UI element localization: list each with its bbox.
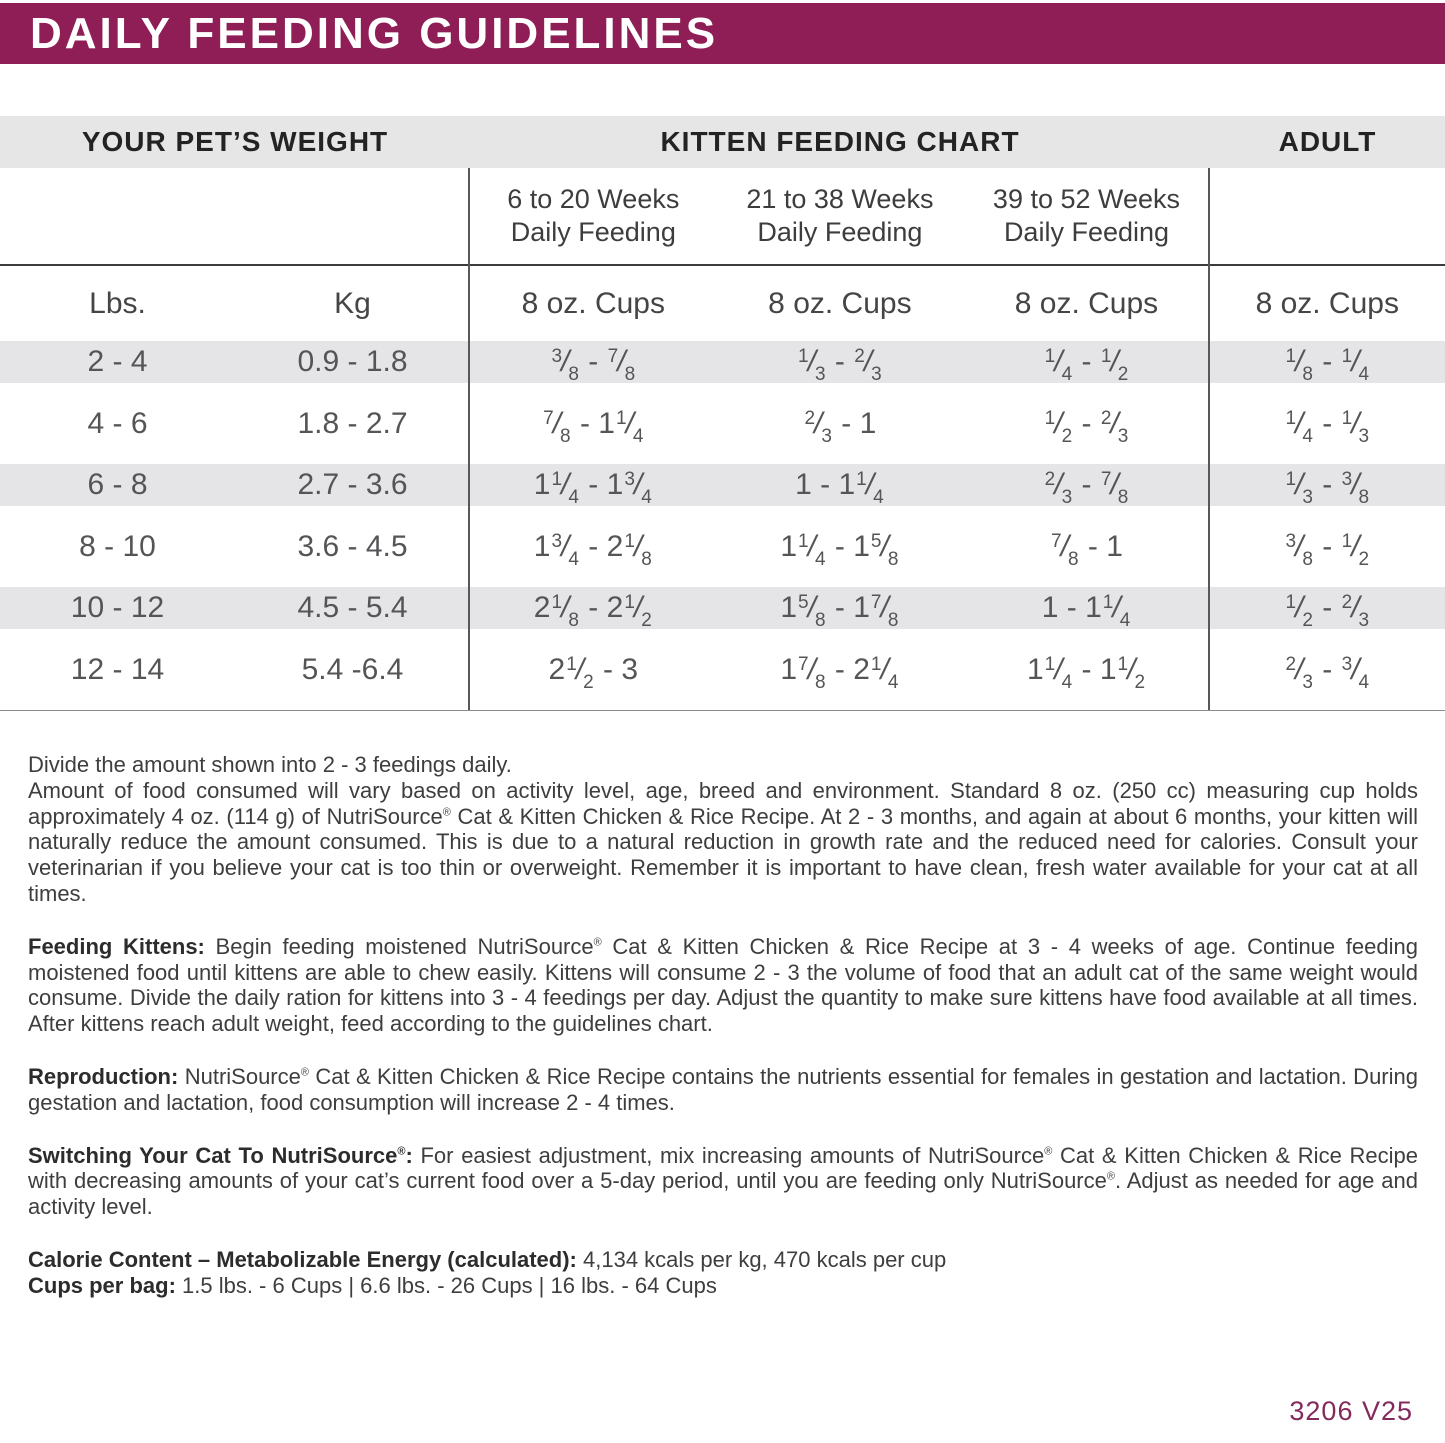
cell-lbs: 6 - 8: [87, 468, 148, 502]
cell-kg: 4.5 - 5.4: [297, 591, 408, 625]
subheader-spacer-left: [0, 168, 470, 264]
subheader-21-38-line2: Daily Feeding: [757, 217, 923, 247]
feeding-guidelines-table: [0, 116, 1445, 712]
unit-cups-6-20: 8 oz. Cups: [521, 286, 665, 320]
cell-kg: 0.9 - 1.8: [297, 345, 408, 378]
paragraph-feeding-kittens: [28, 934, 1418, 1037]
cell-adult: 1/4 - 1/3: [1285, 406, 1370, 447]
table-row: [0, 526, 1445, 588]
label-version-code: 3206 V25: [1289, 1396, 1413, 1426]
note-general-text: Amount of food consumed will vary based on activity level, age, breed and environment. Standard 8 oz. (250 cc) measuring cup holds approximately 4 oz. (114 g) of NutriSource® Cat & Kitten Chicken & Rice Recipe. At 2 - 3 months, and again at about 6 months, your kitten will naturally reduce the amount consumed. This is due to a natural reduction in growth rate and the reduced need for calories. Consult your veterinarian if you believe your cat is too thin or overweight. Remember it is important to have clean, fresh water available for your cat at all times.: [28, 777, 1418, 906]
cell-39-52: 1/4 - 1/2: [1044, 345, 1129, 385]
cell-21-38: 1/3 - 2/3: [798, 345, 882, 385]
table-row: [0, 649, 1445, 711]
table-divider-right: [1208, 168, 1210, 711]
cell-kg: 1.8 - 2.7: [297, 406, 408, 440]
cell-39-52: 2/3 - 7/8: [1044, 468, 1129, 509]
table-unit-row: [0, 264, 1445, 341]
cups-per-bag-value: 1.5 lbs. - 6 Cups | 6.6 lbs. - 26 Cups | 16 lbs. - 64 Cups: [175, 1272, 717, 1298]
cell-6-20: 7/8 - 1 1/4: [543, 406, 644, 447]
cell-adult: 1/2 - 2/3: [1285, 591, 1370, 632]
subheader-39-52-weeks: [963, 168, 1210, 264]
subheader-spacer-right: [1210, 168, 1445, 264]
subheader-6-20-line1: 6 to 20 Weeks: [507, 184, 680, 214]
paragraph-switching: [28, 1143, 1418, 1220]
cell-39-52: 1 - 1 1/4: [1041, 591, 1131, 632]
calorie-content-value: 4,134 kcals per kg, 470 kcals per cup: [576, 1246, 947, 1272]
subheader-6-20-line2: Daily Feeding: [510, 217, 676, 247]
cell-21-38: 2/3 - 1: [804, 406, 877, 447]
cell-21-38: 1 - 1 1/4: [795, 468, 884, 509]
cell-adult: 1/8 - 1/4: [1285, 345, 1370, 385]
cell-39-52: 7/8 - 1: [1051, 529, 1123, 570]
group-header-adult: ADULT: [1278, 126, 1377, 157]
cell-adult: 1/3 - 3/8: [1285, 468, 1370, 509]
table-divider-left: [468, 168, 470, 711]
feeding-kittens-label: Feeding Kittens:: [28, 933, 205, 959]
cell-adult: 3/8 - 1/2: [1285, 529, 1370, 570]
switching-label: Switching Your Cat To NutriSource®:: [28, 1142, 413, 1168]
subheader-39-52-line1: 39 to 52 Weeks: [992, 184, 1181, 214]
cell-lbs: 12 - 14: [70, 652, 165, 686]
unit-cups-39-52: 8 oz. Cups: [1014, 286, 1159, 320]
subheader-39-52-line2: Daily Feeding: [1003, 217, 1170, 247]
subheader-21-38-weeks: [717, 168, 964, 264]
feeding-kittens-text: Begin feeding moistened NutriSource® Cat & Kitten Chicken & Rice Recipe at 3 - 4 weeks of age. Continue feeding moistened food until kittens are able to chew easily. Kittens will consume 2 - 3 the volume of food that an adult cat of the same weight would consume. Divide the daily ration for kittens into 3 - 4 feedings per day. Adjust the quantity to make sure kittens have food available at all times. After kittens reach adult weight, feed according to the guidelines chart.: [28, 933, 1418, 1037]
table-bottom-rule: [0, 710, 1445, 711]
unit-kg: Kg: [334, 286, 371, 320]
cell-21-38: 1 7/8 - 2 1/4: [780, 652, 899, 693]
cell-21-38: 1 1/4 - 1 5/8: [780, 529, 899, 570]
cell-adult: 2/3 - 3/4: [1285, 652, 1370, 693]
table-subheader-row: [0, 168, 1445, 264]
cell-kg: 3.6 - 4.5: [297, 529, 408, 563]
page-title: DAILY FEEDING GUIDELINES: [30, 8, 719, 58]
paragraph-general: [28, 752, 1418, 907]
group-header-weight: YOUR PET’S WEIGHT: [81, 126, 389, 157]
cell-39-52: 1 1/4 - 1 1/2: [1026, 652, 1146, 693]
switching-text: For easiest adjustment, mix increasing amounts of NutriSource® Cat & Kitten Chicken & Rice Recipe with decreasing amounts of your cat’s current food over a 5-day period, until you are feeding only NutriSource®. Adjust as needed for age and activity level.: [28, 1142, 1418, 1220]
unit-cups-21-38: 8 oz. Cups: [768, 286, 912, 320]
cups-per-bag-label: Cups per bag:: [28, 1272, 176, 1298]
table-row: [0, 341, 1445, 403]
paragraph-reproduction: [28, 1064, 1418, 1116]
calorie-content-block: [28, 1247, 1418, 1299]
cell-lbs: 2 - 4: [87, 345, 148, 378]
table-row: [0, 587, 1445, 649]
cell-6-20: 2 1/8 - 2 1/2: [533, 591, 652, 632]
note-divide-line: Divide the amount shown into 2 - 3 feedings daily.: [28, 752, 512, 777]
cell-6-20: 3/8 - 7/8: [551, 345, 636, 385]
table-group-header-row: [0, 116, 1445, 168]
table-row: [0, 464, 1445, 526]
cell-lbs: 8 - 10: [79, 529, 156, 563]
table-row: [0, 403, 1445, 465]
notes-section: [28, 752, 1418, 1299]
cell-6-20: 2 1/2 - 3: [548, 652, 639, 693]
reproduction-text: NutriSource® Cat & Kitten Chicken & Rice Recipe contains the nutrients essential for females in gestation and lactation. During gestation and lactation, food consumption will increase 2 - 4 times.: [28, 1063, 1418, 1115]
cell-lbs: 10 - 12: [70, 591, 165, 625]
cell-39-52: 1/2 - 2/3: [1044, 406, 1129, 447]
page-title-banner: [0, 3, 1445, 64]
subheader-6-20-weeks: [470, 168, 717, 264]
cell-6-20: 1 3/4 - 2 1/8: [533, 529, 652, 570]
cell-lbs: 4 - 6: [87, 406, 148, 440]
group-header-kitten-chart: KITTEN FEEDING CHART: [660, 126, 1020, 157]
unit-cups-adult: 8 oz. Cups: [1255, 286, 1399, 320]
cell-kg: 2.7 - 3.6: [297, 468, 408, 502]
cell-6-20: 1 1/4 - 1 3/4: [533, 468, 652, 509]
subheader-21-38-line1: 21 to 38 Weeks: [746, 184, 934, 214]
cell-21-38: 1 5/8 - 1 7/8: [780, 591, 899, 632]
cell-kg: 5.4 -6.4: [301, 652, 404, 686]
unit-lbs: Lbs.: [89, 286, 146, 320]
calorie-content-label: Calorie Content – Metabolizable Energy (calculated):: [28, 1246, 577, 1272]
reproduction-label: Reproduction:: [28, 1063, 179, 1089]
